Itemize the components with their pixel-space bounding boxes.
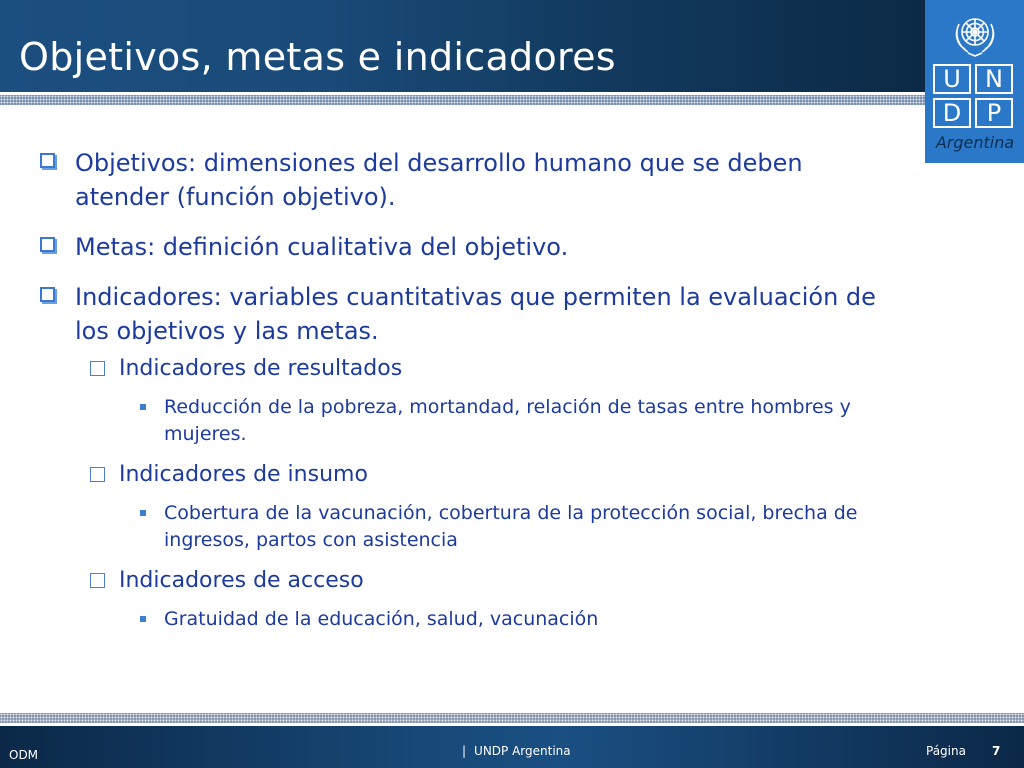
header-divider	[0, 95, 925, 105]
subbullet-insumo	[40, 460, 890, 490]
subbullet-acceso	[40, 566, 890, 596]
page-title: Objetivos, metas e indicadores	[19, 35, 616, 79]
subbullet-text: Indicadores de insumo	[119, 462, 368, 487]
undp-logo	[925, 0, 1024, 163]
subbullet-resultados	[40, 354, 890, 384]
detail-text: Cobertura de la vacunación, cobertura de la protección social, brecha de ingresos, partos con asistencia	[164, 502, 858, 551]
small-square-bullet-icon	[140, 616, 146, 622]
slide-body	[40, 146, 890, 645]
hollow-square-bullet-icon	[90, 467, 105, 482]
detail-text: Reducción de la pobreza, mortandad, relación de tasas entre hombres y mujeres.	[164, 396, 851, 445]
small-square-bullet-icon	[140, 404, 146, 410]
bullet-text: Objetivos: dimensiones del desarrollo humano que se deben atender (función objetivo).	[75, 149, 803, 211]
detail-acceso	[40, 606, 890, 633]
detail-insumo	[40, 500, 890, 554]
subbullet-text: Indicadores de acceso	[119, 568, 364, 593]
footer-bar	[0, 726, 1024, 768]
subbullet-text: Indicadores de resultados	[119, 356, 403, 381]
logo-letter-u: U	[933, 64, 971, 94]
logo-letter-n: N	[975, 64, 1013, 94]
footer-organization: UNDP Argentina	[474, 744, 571, 758]
hollow-square-bullet-icon	[90, 361, 105, 376]
footer-left-label: ODM	[9, 748, 39, 762]
footer-separator: |	[462, 744, 467, 758]
square-bullet-icon	[40, 287, 55, 302]
hollow-square-bullet-icon	[90, 573, 105, 588]
bullet-indicadores	[40, 280, 890, 348]
page-number: 7	[992, 744, 1001, 758]
logo-letter-p: P	[975, 98, 1013, 128]
bullet-text: Indicadores: variables cuantitativas que permiten la evaluación de los objetivos y las metas.	[75, 283, 876, 345]
footer-center	[462, 744, 571, 758]
square-bullet-icon	[40, 237, 55, 252]
footer-page-label: Página	[926, 744, 966, 758]
small-square-bullet-icon	[140, 510, 146, 516]
square-bullet-icon	[40, 153, 55, 168]
bullet-metas	[40, 230, 890, 264]
footer-divider	[0, 713, 1024, 723]
detail-resultados	[40, 394, 890, 448]
bullet-objetivos	[40, 146, 890, 214]
logo-letter-d: D	[933, 98, 971, 128]
bullet-text: Metas: definición cualitativa del objetivo.	[75, 233, 569, 261]
logo-subtitle: Argentina	[935, 133, 1015, 152]
un-emblem-icon	[949, 8, 1001, 60]
detail-text: Gratuidad de la educación, salud, vacunación	[164, 608, 599, 630]
title-bar	[0, 0, 925, 92]
